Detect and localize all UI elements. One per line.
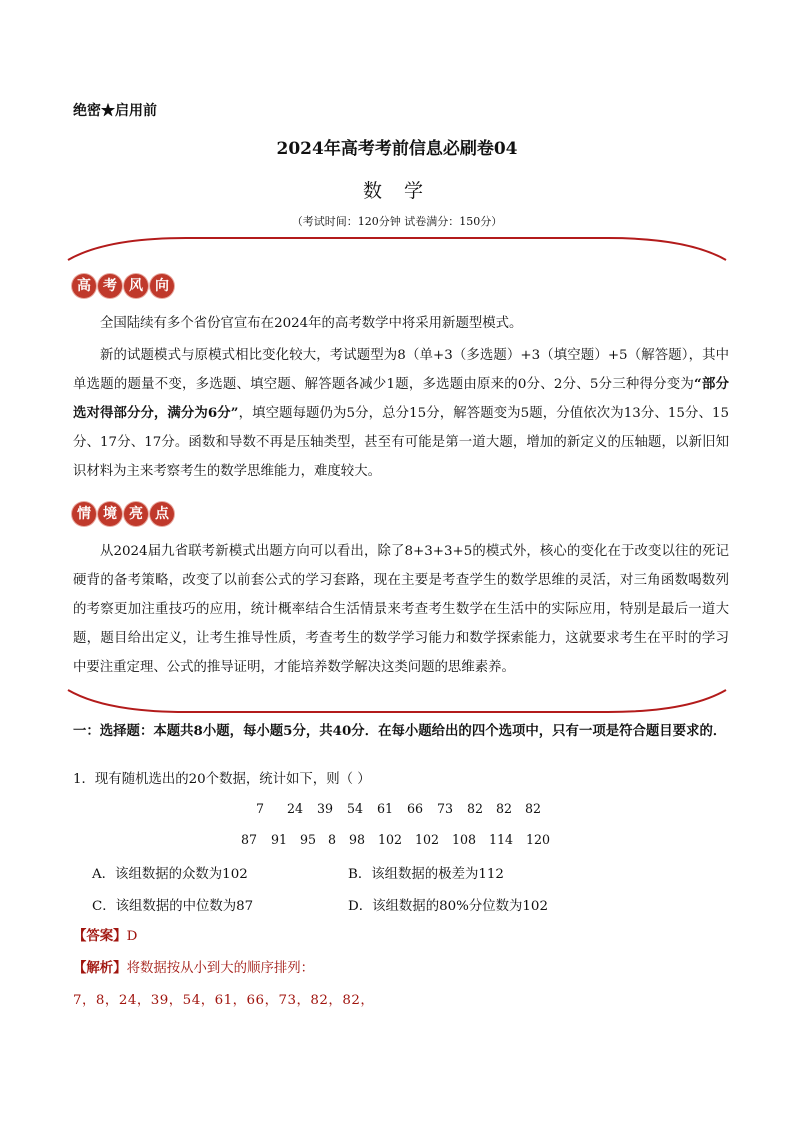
badge-char: 向: [150, 274, 174, 298]
badge-char: 风: [124, 274, 148, 298]
top-divider-arc: [66, 234, 728, 262]
badge-context-highlight: [72, 502, 174, 526]
data-cell: 8: [327, 832, 336, 847]
data-cell: 120: [525, 832, 551, 847]
badge-char: 情: [72, 502, 96, 526]
data-cell: 61: [376, 801, 394, 816]
data-cell: 98: [348, 832, 366, 847]
data-cell: 24: [286, 801, 304, 816]
exam-info: （考试时间：120分钟 试卷满分：150分）: [291, 215, 503, 228]
answer-line: [73, 925, 137, 944]
secret-label: 绝密★启用前: [73, 103, 157, 119]
data-cell: 91: [270, 832, 288, 847]
badge-gaokao-trend: [72, 274, 174, 298]
analysis-text: 将数据按从小到大的顺序排列：: [126, 961, 315, 976]
option-b: B．该组数据的极差为112: [348, 867, 504, 882]
analysis-tag: 【解析】: [73, 960, 127, 976]
option-c: C．该组数据的中位数为87: [92, 899, 254, 914]
badge-char: 亮: [124, 502, 148, 526]
data-cell: 102: [377, 832, 403, 847]
badge-char: 境: [98, 502, 122, 526]
data-cell: 114: [488, 832, 514, 847]
sorted-data-line: 7，8，24，39，54，61，66，73，82，82，: [73, 993, 375, 1008]
badge-char: 考: [98, 274, 122, 298]
option-a: A．该组数据的众数为102: [92, 867, 248, 882]
analysis-line: [73, 957, 314, 976]
data-cell: 108: [451, 832, 477, 847]
bottom-divider-arc: [66, 688, 728, 716]
data-cell: 39: [316, 801, 334, 816]
data-cell: 95: [299, 832, 317, 847]
data-cell: 102: [414, 832, 440, 847]
data-cell: 82: [495, 801, 513, 816]
data-cell: 7: [255, 801, 264, 816]
trend-text-a: 新的试题模式与原模式相比变化较大，考试题型为8（单+3（多选题）+3（填空题）+5（解答题），其中单选题的题量不变，多选题、填空题、解答题各减少1题，多选题由原来的0分、2分、5分三种得分变为: [73, 348, 729, 392]
question-1-stem: 1．现有随机选出的20个数据，统计如下，则（ ）: [73, 772, 371, 787]
badge-char: 点: [150, 502, 174, 526]
data-cell: 54: [346, 801, 364, 816]
data-row-1: [240, 801, 548, 816]
subject-title: 数 学: [362, 180, 432, 202]
data-cell: 73: [436, 801, 454, 816]
option-d: D．该组数据的80%分位数为102: [348, 899, 548, 914]
section-one-heading: 一：选择题：本题共8小题，每小题5分，共40分．在每小题给出的四个选项中，只有一项是符合题目要求的．: [73, 723, 727, 739]
trend-text-b: ，填空题每题仍为5分，总分15分，解答题变为5题，分值依次为13分、15分、15分、17分、17分。函数和导数不再是压轴类型，甚至有可能是第一道大题，增加的新定义的压轴题，以新旧知识材料为主来考察考生的数学思维能力，难度较大。: [73, 406, 729, 479]
data-cell: 87: [240, 832, 258, 847]
answer-value: D: [126, 929, 138, 944]
data-cell: 82: [524, 801, 542, 816]
page-title: 2024年高考考前信息必刷卷04: [276, 139, 518, 159]
data-cell: 82: [466, 801, 484, 816]
trend-paragraph-2: [73, 341, 729, 486]
highlight-paragraph: 从2024届九省联考新模式出题方向可以看出，除了8+3+3+5的模式外，核心的变化在于改变以往的死记硬背的备考策略，改变了以前套公式的学习套路，现在主要是考查学生的数学思维的灵活，对三角函数喝数列的考察更加注重技巧的应用，统计概率结合生活情景来考查考生数学在生活中的实际应用，特别是最后一道大题，题目给出定义，让考生推导性质，考查考生的数学学习能力和数学探索能力，这就要求考生在平时的学习中要注重定理、公式的推导证明，才能培养数学解决这类问题的思维素养。: [73, 544, 729, 675]
trend-text-bold: “部分选对得部分分，满分为6分”: [73, 376, 730, 421]
data-row-2: [234, 832, 556, 847]
badge-char: 高: [72, 274, 96, 298]
data-cell: 66: [406, 801, 424, 816]
trend-paragraph-1: 全国陆续有多个省份官宣布在2024年的高考数学中将采用新题型模式。: [100, 316, 523, 331]
answer-tag: 【答案】: [73, 928, 127, 944]
